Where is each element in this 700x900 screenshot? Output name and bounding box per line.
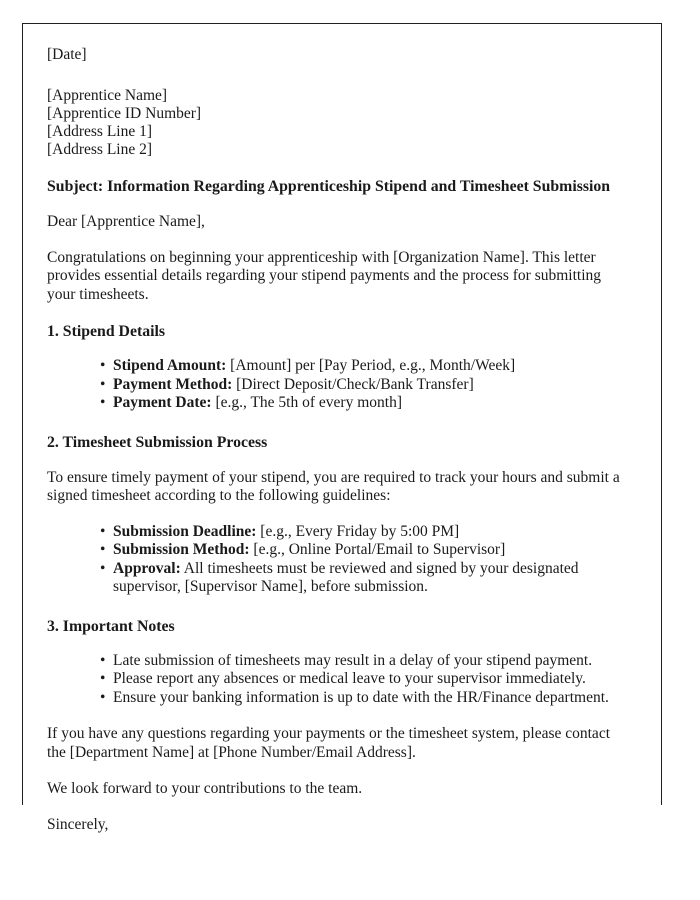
- spacer: [47, 762, 630, 780]
- letter-content: [23, 24, 661, 834]
- list-item-label: Stipend Amount:: [113, 357, 227, 374]
- recipient-line: [Apprentice Name]: [47, 87, 168, 104]
- list-item-text: All timesheets must be reviewed and signed by your designated supervisor, [Supervisor Name], before submission.: [113, 559, 579, 595]
- list-item-label: Submission Method:: [113, 541, 250, 558]
- section-heading-stipend-details: 1. Stipend Details: [47, 323, 166, 340]
- list-item-text: [Amount] per [Pay Period, e.g., Month/Week]: [226, 357, 516, 374]
- spacer: [47, 232, 630, 249]
- list-item: [101, 670, 630, 689]
- list-item-text: [e.g., Online Portal/Email to Supervisor]: [249, 541, 506, 558]
- list-item-text: [Direct Deposit/Check/Bank Transfer]: [232, 375, 474, 393]
- list-item-label: Submission Deadline:: [113, 522, 257, 540]
- recipient-address-block: [47, 87, 630, 159]
- spacer: [47, 707, 630, 725]
- recipient-line: [Apprentice ID Number]: [47, 105, 202, 122]
- intro-paragraph: Congratulations on beginning your apprenticeship with [Organization Name]. This letter provides essential details regarding your stipend payments and the process for submitting your timesheets.: [47, 248, 602, 303]
- list-item: [101, 560, 630, 597]
- contact-paragraph: If you have any questions regarding your payments or the timesheet system, please contact the [Department Name] at [Phone Number/Email Address].: [47, 725, 611, 761]
- section-heading-timesheet-submission-process: 2. Timesheet Submission Process: [47, 433, 268, 451]
- list-item: [101, 689, 630, 708]
- list-item-text: Late submission of timesheets may result in a delay of your stipend payment.: [113, 651, 593, 669]
- timesheet-intro-paragraph: To ensure timely payment of your stipend, you are required to track your hours and submit a signed timesheet according to the following guidelines:: [47, 468, 620, 504]
- list-item-text: [e.g., The 5th of every month]: [211, 394, 402, 411]
- date-placeholder: [Date]: [47, 46, 87, 63]
- list-item-text: Ensure your banking information is up to date with the HR/Finance department.: [113, 688, 609, 706]
- list-item: [101, 376, 630, 395]
- stipend-details-list: [47, 357, 630, 413]
- timesheet-submission-list: [47, 523, 630, 597]
- list-item: [101, 523, 630, 542]
- spacer: [47, 304, 630, 322]
- spacer: [47, 196, 630, 213]
- spacer: [47, 341, 630, 357]
- subject-line: Subject: Information Regarding Apprenticeship Stipend and Timesheet Submission: [47, 178, 611, 195]
- spacer: [47, 597, 630, 617]
- salutation: Dear [Apprentice Name],: [47, 213, 205, 230]
- spacer: [47, 799, 630, 816]
- spacer: [47, 506, 630, 523]
- spacer: [47, 452, 630, 469]
- list-item-label: Payment Method:: [113, 375, 233, 393]
- spacer: [47, 413, 630, 433]
- list-item-text: [e.g., Every Friday by 5:00 PM]: [256, 522, 460, 540]
- spacer: [47, 636, 630, 652]
- section-heading-important-notes: 3. Important Notes: [47, 617, 175, 635]
- signoff: Sincerely,: [47, 815, 109, 833]
- list-item-text: Please report any absences or medical leave to your supervisor immediately.: [113, 670, 586, 687]
- list-item-label: Approval:: [113, 559, 181, 577]
- letter-page: [22, 23, 662, 833]
- spacer: [47, 64, 630, 87]
- recipient-line: [Address Line 2]: [47, 141, 153, 158]
- list-item: [101, 394, 630, 413]
- list-item: [101, 357, 630, 376]
- list-item: [101, 541, 630, 560]
- spacer: [47, 159, 630, 177]
- important-notes-list: [47, 652, 630, 708]
- list-item-label: Payment Date:: [113, 394, 212, 411]
- recipient-line: [Address Line 1]: [47, 123, 153, 140]
- closing-paragraph: We look forward to your contributions to the team.: [47, 780, 363, 797]
- list-item: [101, 652, 630, 671]
